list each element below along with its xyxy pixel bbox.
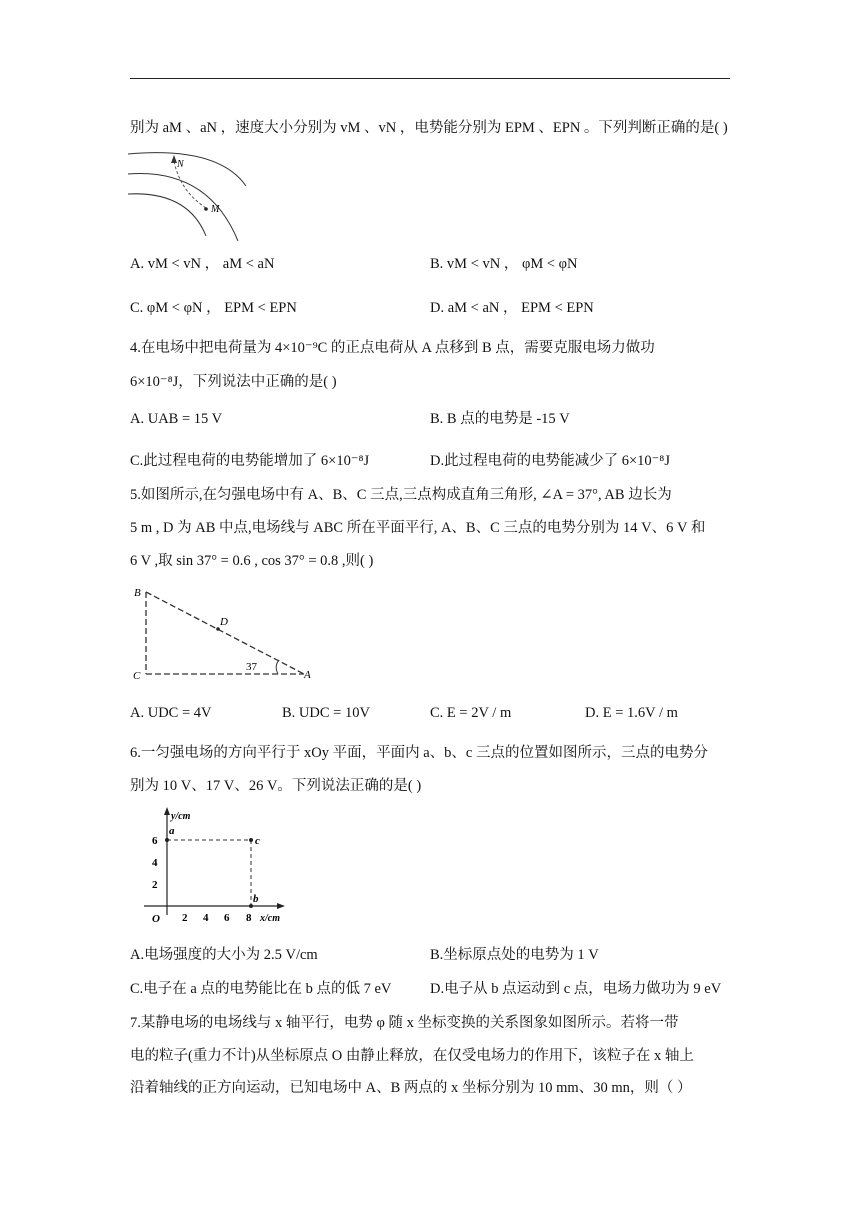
point-b-label: b xyxy=(253,893,259,905)
q5-stem-line2: 5 m , D 为 AB 中点,电场线与 ABC 所在平面平行, A、B、C 三点的电势分别为 14 V、6 V 和 xyxy=(130,520,706,536)
q5-stem-line1: 5.如图所示,在匀强电场中有 A、B、C 三点,三点构成直角三角形, ∠A = 37°, AB 边长为 xyxy=(130,487,672,503)
x-tick-6: 6 xyxy=(224,912,230,924)
q6-option-d: D.电子从 b 点运动到 c 点，电场力做功为 9 eV xyxy=(430,981,722,997)
y-tick-6: 6 xyxy=(152,835,158,847)
x-tick-2: 2 xyxy=(182,912,188,924)
q6-stem-line2: 别为 10 V、17 V、26 V。下列说法正确的是( ) xyxy=(130,778,422,794)
x-tick-4: 4 xyxy=(203,912,209,924)
q3-option-a: A. vM < vN ， aM < aN xyxy=(130,256,275,272)
y-tick-2: 2 xyxy=(152,879,158,891)
label-N: N xyxy=(177,159,184,170)
label-C: C xyxy=(133,670,141,682)
q5-option-c: C. E = 2V / m xyxy=(430,705,512,721)
q6-option-c: C.电子在 a 点的电势能比在 b 点的低 7 eV xyxy=(130,981,392,997)
q4-option-a: A. UAB = 15 V xyxy=(130,411,223,427)
q3-option-d: D. aM < aN ， EPM < EPN xyxy=(430,300,594,316)
q4-option-b: B. B 点的电势是 -15 V xyxy=(430,411,570,427)
q7-stem-line2: 电的粒子(重力不计)从坐标原点 O 由静止释放，在仅受电场力的作用下，该粒子在 x 轴上 xyxy=(130,1048,694,1064)
label-A: A xyxy=(304,669,311,681)
x-tick-8: 8 xyxy=(246,912,252,924)
point-a-label: a xyxy=(169,825,175,837)
label-B: B xyxy=(134,587,141,599)
q3-field-lines-figure xyxy=(128,146,248,241)
q4-stem-line1: 4.在电场中把电荷量为 4×10⁻⁹C 的正点电荷从 A 点移到 B 点，需要克服电场力做功 xyxy=(130,340,655,356)
label-angle-37: 37 xyxy=(246,661,257,673)
q4-option-c: C.此过程电荷的电势能增加了 6×10⁻⁸J xyxy=(130,453,370,469)
y-tick-4: 4 xyxy=(152,857,158,869)
label-D: D xyxy=(220,616,228,628)
q7-stem-line1: 7.某静电场的电场线与 x 轴平行，电势 φ 随 x 坐标变换的关系图象如图所示。若将一带 xyxy=(130,1015,679,1031)
q5-stem-line3: 6 V ,取 sin 37° = 0.6 , cos 37° = 0.8 ,则( ) xyxy=(130,553,374,569)
q6-stem-line1: 6.一匀强电场的方向平行于 xOy 平面，平面内 a、b、c 三点的位置如图所示，三点的电势分 xyxy=(130,745,708,761)
q4-stem-line2: 6×10⁻⁸J，下列说法中正确的是( ) xyxy=(130,374,337,390)
q3-option-c: C. φM < φN ， EPM < EPN xyxy=(130,300,297,316)
q5-option-d: D. E = 1.6V / m xyxy=(585,705,678,721)
q5-option-a: A. UDC = 4V xyxy=(130,705,212,721)
y-axis-label: y/cm xyxy=(171,811,191,822)
point-c-label: c xyxy=(255,835,260,847)
q5-triangle-figure xyxy=(128,582,313,687)
q4-option-d: D.此过程电荷的电势能减少了 6×10⁻⁸J xyxy=(430,453,670,469)
origin-label: O xyxy=(152,913,160,925)
q7-stem-line3: 沿着轴线的正方向运动，已知电场中 A、B 两点的 x 坐标分别为 10 mm、30 mn，则（ ） xyxy=(130,1080,692,1096)
x-axis-label: x/cm xyxy=(260,913,280,924)
q3-stem: 别为 aM 、aN ，速度大小分别为 vM 、vN ，电势能分别为 EPM 、EPN 。下列判断正确的是( ) xyxy=(130,120,728,136)
q6-option-a: A.电场强度的大小为 2.5 V/cm xyxy=(130,947,318,963)
q3-option-b: B. vM < vN ， φM < φN xyxy=(430,256,578,272)
label-M: M xyxy=(211,204,220,215)
q6-coordinate-figure xyxy=(140,805,300,930)
q5-option-b: B. UDC = 10V xyxy=(282,705,370,721)
header-rule xyxy=(130,78,730,79)
q6-option-b: B.坐标原点处的电势为 1 V xyxy=(430,947,599,963)
